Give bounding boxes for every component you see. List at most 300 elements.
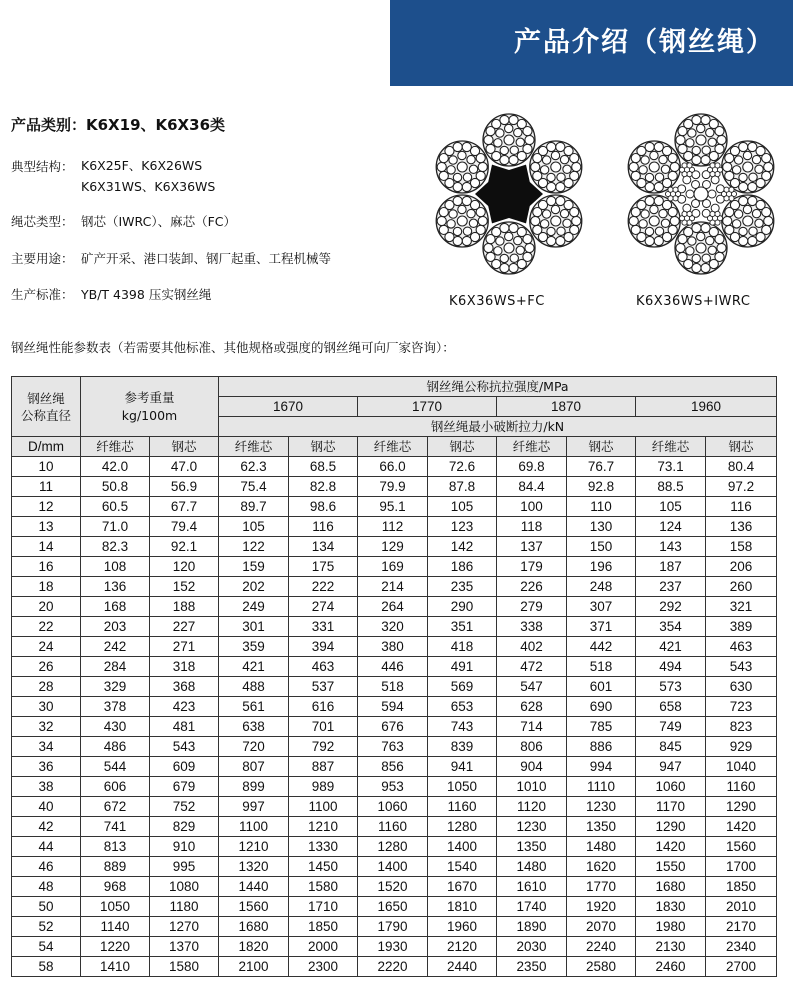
table-cell: 1180 (150, 897, 219, 917)
table-cell: 112 (358, 517, 428, 537)
wire (570, 154, 579, 163)
header-grade: 1770 (358, 397, 497, 417)
wire (725, 225, 734, 234)
table-cell: 601 (567, 677, 636, 697)
table-cell: 1370 (150, 937, 219, 957)
table-cell: 518 (358, 677, 428, 697)
table-cell: 158 (706, 537, 777, 557)
table-cell: 1100 (289, 797, 358, 817)
wire (688, 237, 696, 245)
table-cell: 1680 (219, 917, 289, 937)
core-wire (673, 187, 678, 192)
wire (551, 205, 559, 213)
table-cell: 2010 (706, 897, 777, 917)
table-cell: 389 (706, 617, 777, 637)
table-cell: 701 (289, 717, 358, 737)
wire (458, 205, 466, 213)
wire (743, 205, 751, 213)
wire (476, 154, 485, 163)
wire (447, 220, 455, 228)
wire (629, 216, 638, 225)
table-cell: 130 (567, 517, 636, 537)
table-cell: 968 (81, 877, 150, 897)
table-cell: 1520 (358, 877, 428, 897)
table-cell: 1620 (567, 857, 636, 877)
table-cell: 1280 (358, 837, 428, 857)
table-cell: 235 (428, 577, 497, 597)
table-cell: 463 (289, 657, 358, 677)
cell-diameter: 14 (12, 537, 81, 557)
table-row (12, 957, 777, 977)
table-cell: 67.7 (150, 497, 219, 517)
table-cell: 62.3 (219, 457, 289, 477)
table-cell: 1650 (358, 897, 428, 917)
wire (661, 219, 669, 227)
table-cell: 402 (497, 637, 567, 657)
core-wire (668, 187, 673, 192)
wire (447, 166, 455, 174)
table-cell: 120 (150, 557, 219, 577)
table-cell: 1740 (497, 897, 567, 917)
cell-diameter: 34 (12, 737, 81, 757)
wire (650, 205, 658, 213)
table-row (12, 537, 777, 557)
table-cell: 264 (358, 597, 428, 617)
wire (458, 151, 466, 159)
wire (516, 138, 524, 146)
table-cell: 1400 (358, 857, 428, 877)
wire (514, 128, 522, 136)
header-breaking-force: 钢丝绳最小破断拉力/kN (219, 417, 777, 437)
table-cell: 2700 (706, 957, 777, 977)
core-wire (710, 163, 715, 168)
core-wire (682, 163, 687, 168)
wire (476, 208, 485, 217)
table-cell: 98.6 (289, 497, 358, 517)
cell-diameter: 32 (12, 717, 81, 737)
table-cell: 823 (706, 717, 777, 737)
wire (547, 173, 555, 181)
table-cell: 338 (497, 617, 567, 637)
table-cell: 71.0 (81, 517, 150, 537)
header-steel-core: 钢芯 (289, 437, 358, 457)
table-cell: 2440 (428, 957, 497, 977)
table-cell: 394 (289, 637, 358, 657)
table-cell: 1440 (219, 877, 289, 897)
table-cell: 73.1 (636, 457, 706, 477)
spec-usage (11, 249, 331, 267)
wire (531, 216, 540, 225)
wire (453, 142, 462, 151)
table-cell: 442 (567, 637, 636, 657)
core-wire (724, 187, 729, 192)
table-cell: 143 (636, 537, 706, 557)
rope-cross-section-iwrc (619, 112, 783, 276)
wire (437, 162, 446, 171)
header-steel-core: 钢芯 (706, 437, 777, 457)
table-cell: 196 (567, 557, 636, 577)
caption-iwrc: K6X36WS+IWRC (636, 294, 751, 309)
core-wire (682, 211, 687, 216)
spec-label: 生产标准： (11, 287, 74, 302)
core-wire (703, 180, 711, 188)
wire (696, 135, 706, 145)
wire (557, 173, 565, 181)
wire (551, 151, 559, 159)
wire (500, 115, 509, 124)
table-cell: 418 (428, 637, 497, 657)
wire (557, 227, 565, 235)
table-cell: 1540 (428, 857, 497, 877)
wire (463, 173, 471, 181)
product-category: 产品类别：K6X19、K6X36类 (11, 116, 225, 134)
table-cell: 1400 (428, 837, 497, 857)
spec-value: K6X25F、K6X26WS (81, 158, 203, 173)
wire (697, 124, 705, 132)
wire (500, 254, 508, 262)
wire (547, 196, 556, 205)
wire (570, 208, 579, 217)
wire (484, 135, 493, 144)
wire (494, 139, 502, 147)
table-cell: 1010 (497, 777, 567, 797)
table-cell: 1210 (219, 837, 289, 857)
table-cell: 2000 (289, 937, 358, 957)
table-row (12, 477, 777, 497)
wire (645, 173, 653, 181)
wire (764, 216, 773, 225)
cell-diameter: 38 (12, 777, 81, 797)
table-cell: 1890 (497, 917, 567, 937)
table-cell: 1450 (289, 857, 358, 877)
wire (467, 209, 475, 217)
core-wire (692, 180, 700, 188)
table-cell: 752 (150, 797, 219, 817)
wire (478, 216, 487, 225)
wire (516, 246, 524, 254)
wire (542, 210, 550, 218)
header-tensile-strength: 钢丝绳公称抗拉强度/MPa (219, 377, 777, 397)
table-cell: 616 (289, 697, 358, 717)
table-cell: 856 (358, 757, 428, 777)
wire (486, 252, 495, 261)
wire (560, 209, 568, 217)
table-cell: 1820 (219, 937, 289, 957)
wire (510, 146, 518, 154)
table-body (12, 457, 777, 977)
wire (762, 154, 771, 163)
table-cell: 763 (358, 737, 428, 757)
wire (639, 220, 647, 228)
table-cell: 116 (706, 497, 777, 517)
table-cell: 82.8 (289, 477, 358, 497)
table-cell: 1670 (428, 877, 497, 897)
table-cell: 537 (289, 677, 358, 697)
core-wire (687, 211, 692, 216)
cell-diameter: 11 (12, 477, 81, 497)
table-cell: 122 (219, 537, 289, 557)
table-cell: 279 (497, 597, 567, 617)
table-cell: 108 (81, 557, 150, 577)
wire (762, 208, 771, 217)
wire (654, 236, 663, 245)
performance-table (11, 376, 777, 977)
cell-diameter: 40 (12, 797, 81, 817)
wire (686, 139, 694, 147)
wire (533, 171, 542, 180)
cell-diameter: 24 (12, 637, 81, 657)
table-cell: 1060 (636, 777, 706, 797)
table-cell: 1290 (706, 797, 777, 817)
table-cell: 2120 (428, 937, 497, 957)
table-cell: 351 (428, 617, 497, 637)
table-cell: 2030 (497, 937, 567, 957)
wire (723, 162, 732, 171)
wire (500, 223, 509, 232)
wire (484, 243, 493, 252)
cell-diameter: 46 (12, 857, 81, 877)
wire (547, 227, 555, 235)
table-cell: 1830 (636, 897, 706, 917)
wire (439, 225, 448, 234)
wire (739, 227, 747, 235)
table-cell: 723 (706, 697, 777, 717)
table-cell: 97.2 (706, 477, 777, 497)
table-cell: 1480 (497, 857, 567, 877)
wire (655, 227, 663, 235)
table-cell: 829 (150, 817, 219, 837)
table-row (12, 877, 777, 897)
table-cell: 292 (636, 597, 706, 617)
wire (688, 129, 696, 137)
table-cell: 1290 (636, 817, 706, 837)
wire (457, 162, 467, 172)
wire (743, 216, 753, 226)
table-cell: 1610 (497, 877, 567, 897)
table-cell: 690 (567, 697, 636, 717)
table-cell: 472 (497, 657, 567, 677)
table-cell: 1710 (289, 897, 358, 917)
header-steel-core: 钢芯 (567, 437, 636, 457)
cell-diameter: 52 (12, 917, 81, 937)
wire (659, 209, 667, 217)
table-cell: 222 (289, 577, 358, 597)
table-cell: 679 (150, 777, 219, 797)
wire (655, 173, 663, 181)
table-row (12, 917, 777, 937)
table-cell: 792 (289, 737, 358, 757)
wire (469, 165, 477, 173)
wire (649, 216, 659, 226)
table-row (12, 897, 777, 917)
spec-label: 典型结构： (11, 159, 74, 174)
wire (500, 146, 508, 154)
table-cell: 1700 (706, 857, 777, 877)
wire (715, 235, 724, 244)
table-cell: 237 (636, 577, 706, 597)
table-cell: 214 (358, 577, 428, 597)
wire (514, 236, 522, 244)
wire (752, 209, 760, 217)
table-cell: 806 (497, 737, 567, 757)
table-cell: 1580 (150, 957, 219, 977)
table-cell: 2340 (706, 937, 777, 957)
header-fiber-core: 纤维芯 (358, 437, 428, 457)
wire (743, 162, 753, 172)
table-row (12, 777, 777, 797)
wire (678, 252, 687, 261)
table-cell: 2130 (636, 937, 706, 957)
wire (531, 162, 540, 171)
table-cell: 227 (150, 617, 219, 637)
core-wire (694, 187, 708, 201)
wire (523, 127, 532, 136)
header-grade: 1870 (497, 397, 636, 417)
table-cell: 446 (358, 657, 428, 677)
table-cell: 226 (497, 577, 567, 597)
table-cell: 2300 (289, 957, 358, 977)
table-cell: 136 (81, 577, 150, 597)
core-wire (703, 200, 711, 208)
wire (551, 216, 561, 226)
wire (650, 151, 658, 159)
table-cell: 301 (219, 617, 289, 637)
table-cell: 56.9 (150, 477, 219, 497)
table-cell: 368 (150, 677, 219, 697)
title-banner (390, 0, 793, 86)
table-cell: 543 (706, 657, 777, 677)
table-cell: 609 (150, 757, 219, 777)
table-cell: 142 (428, 537, 497, 557)
table-cell: 84.4 (497, 477, 567, 497)
rope-cross-section-fc (427, 112, 591, 276)
table-cell: 672 (81, 797, 150, 817)
table-cell: 2100 (219, 957, 289, 977)
wire (670, 216, 679, 225)
table-cell: 1580 (289, 877, 358, 897)
table-cell: 561 (219, 697, 289, 717)
wire (463, 227, 471, 235)
table-cell: 380 (358, 637, 428, 657)
table-cell: 329 (81, 677, 150, 697)
table-cell: 331 (289, 617, 358, 637)
wire (645, 227, 653, 235)
table-cell: 421 (219, 657, 289, 677)
table-cell: 76.7 (567, 457, 636, 477)
table-cell: 371 (567, 617, 636, 637)
table-cell: 359 (219, 637, 289, 657)
wire (462, 236, 471, 245)
wire (505, 232, 513, 240)
cell-diameter: 16 (12, 557, 81, 577)
table-cell: 1160 (706, 777, 777, 797)
table-cell: 1480 (567, 837, 636, 857)
table-cell: 175 (289, 557, 358, 577)
wire (734, 210, 742, 218)
wire (717, 243, 726, 252)
wire (504, 135, 514, 145)
table-cell: 1770 (567, 877, 636, 897)
table-cell: 2460 (636, 957, 706, 977)
wire (572, 162, 581, 171)
wire (533, 225, 542, 234)
wire (739, 196, 748, 205)
wire (668, 208, 677, 217)
table-cell: 72.6 (428, 457, 497, 477)
table-cell: 80.4 (706, 457, 777, 477)
wire (540, 220, 548, 228)
table-cell: 378 (81, 697, 150, 717)
core-wire (692, 200, 700, 208)
table-cell: 260 (706, 577, 777, 597)
wire (560, 155, 568, 163)
table-cell: 92.8 (567, 477, 636, 497)
table-cell: 1160 (358, 817, 428, 837)
table-cell: 889 (81, 857, 150, 877)
table-cell: 1270 (150, 917, 219, 937)
table-cell: 242 (81, 637, 150, 657)
table-cell: 569 (428, 677, 497, 697)
table-cell: 1560 (219, 897, 289, 917)
table-cell: 1410 (81, 957, 150, 977)
core-wire (708, 190, 716, 198)
wire (467, 155, 475, 163)
wire (732, 220, 740, 228)
table-row (12, 677, 777, 697)
table-cell: 720 (219, 737, 289, 757)
table-cell: 785 (567, 717, 636, 737)
table-cell: 136 (706, 517, 777, 537)
table-cell: 249 (219, 597, 289, 617)
table-cell: 929 (706, 737, 777, 757)
table-cell: 886 (567, 737, 636, 757)
core-wire (686, 190, 694, 198)
core-wire (715, 171, 720, 176)
table-cell: 995 (150, 857, 219, 877)
wire (540, 166, 548, 174)
wire (449, 156, 457, 164)
wire (717, 135, 726, 144)
wire (706, 236, 714, 244)
table-cell: 248 (567, 577, 636, 597)
table-row (12, 497, 777, 517)
table-cell: 658 (636, 697, 706, 717)
table-cell: 947 (636, 757, 706, 777)
table-cell: 910 (150, 837, 219, 857)
table-cell: 137 (497, 537, 567, 557)
cell-diameter: 48 (12, 877, 81, 897)
spec-core-type (11, 212, 236, 230)
table-cell: 1420 (706, 817, 777, 837)
table-cell: 105 (636, 497, 706, 517)
table-cell: 1110 (567, 777, 636, 797)
table-cell: 741 (81, 817, 150, 837)
spec-value: 钢芯（IWRC）、麻芯（FC） (81, 214, 237, 229)
table-cell: 430 (81, 717, 150, 737)
table-cell: 354 (636, 617, 706, 637)
table-cell: 92.1 (150, 537, 219, 557)
wire (686, 247, 694, 255)
table-cell: 1170 (636, 797, 706, 817)
wire (641, 156, 649, 164)
table-row (12, 717, 777, 737)
table-cell: 321 (706, 597, 777, 617)
wire (755, 219, 763, 227)
table-cell: 813 (81, 837, 150, 857)
wire (732, 166, 740, 174)
wire (457, 216, 467, 226)
table-cell: 203 (81, 617, 150, 637)
